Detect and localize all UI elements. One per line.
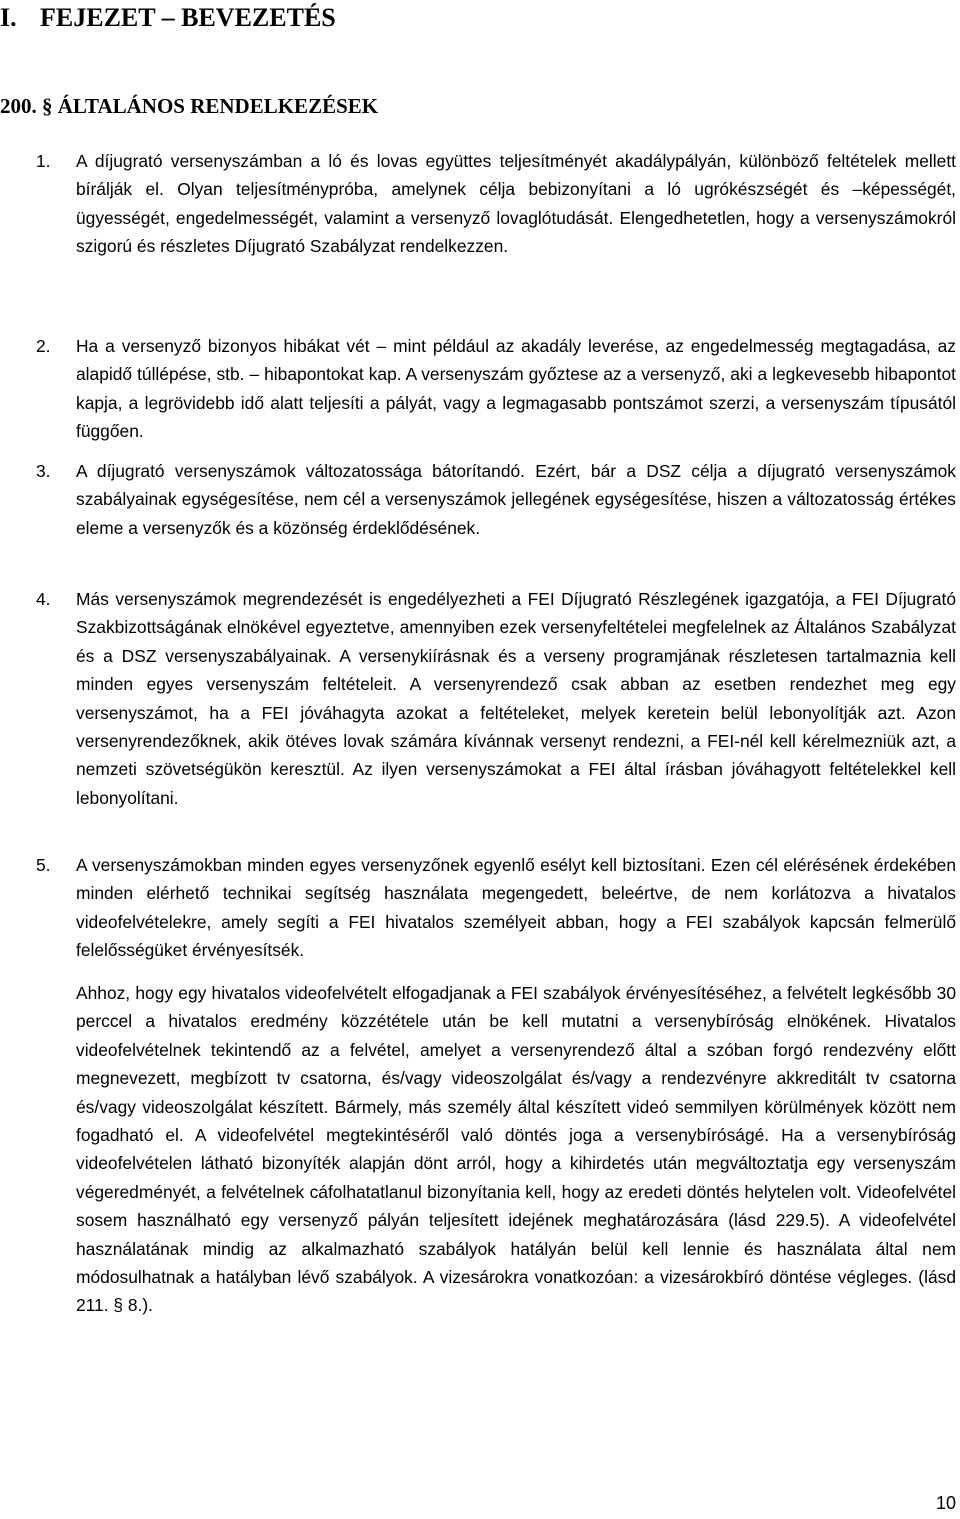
paragraph-4 [36,585,956,812]
paragraph-text: A díjugrató versenyszámok változatossága bátorítandó. Ezért, bár a DSZ célja a díjugrató versenyszámok szabályainak egységesítése, nem cél a versenyszámok jellegének egységesítése, hiszen a változatosság értékes eleme a versenyzők és a közönség érdeklődésének. [76,461,956,538]
chapter-title [0,2,336,34]
paragraph-3 [36,457,956,542]
section-title: 200. § ÁLTALÁNOS RENDELKEZÉSEK [0,94,379,118]
paragraph-number: 2. [36,336,51,356]
page-number: 10 [935,1493,956,1513]
chapter-number: I. [0,3,17,32]
paragraph-5-continuation: Ahhoz, hogy egy hivatalos videofelvételt elfogadjanak a FEI szabályok érvényesítéséhez, a felvételt legkésőbb 30 perccel a hivatalos eredmény közzététele után be kell mutatni a versenybíróság elnökének. Hivatalos videofelvételnek tekintendő az a felvétel, amelyet a versenyrendező által a szóban forgó rendezvény előtt megnevezett, megbízott tv csatorna, és/vagy videoszolgálat és/vagy a rendezvényre akkreditált tv csatorna és/vagy videoszolgálat készített. Bármely, más személy által készített videó semmilyen körülmények között nem fogadható el. A videofelvétel megtekintéséről való döntés joga a versenybíróságé. Ha a versenybíróság videofelvételen látható bizonyíték alapján dönt arról, hogy a kihirdetés után megváltoztatja egy versenyszám végeredményét, a felvételnek cáfolhatatlanul bizonyítania kell, hogy az eredeti döntés helytelen volt. Videofelvétel sosem használható egy versenyző pályán teljesített idejének meghatározására (lásd 229.5). A videofelvétel használatának mindig az alkalmazható szabályok hatályán belül kell lennie és használata által nem módosulhatnak a hatályban lévő szabályok. A vizesárokra vonatkozóan: a vizesárokbíró döntése végleges. (lásd 211. § 8.). [76,983,956,1316]
paragraph-5 [36,851,956,965]
paragraph-2 [36,332,956,446]
paragraph-text: Ha a versenyző bizonyos hibákat vét – mint például az akadály leverése, az engedelmesség megtagadása, az alapidő túllépése, stb. – hibapontokat kap. A versenyszám győztese az a versenyző, aki a legkevesebb hibapontot kapja, a legrövidebb idő alatt teljesíti a pályát, vagy a legmagasabb pontszámot szerzi, a versenyszám típusától függően. [76,336,956,442]
chapter-title-text: FEJEZET – BEVEZETÉS [40,3,336,32]
paragraph-number: 4. [36,589,51,609]
paragraph-text: A versenyszámokban minden egyes versenyzőnek egyenlő esélyt kell biztosítani. Ezen cél elérésének érdekében minden elérhető technikai segítség használata megengedett, beleértve, de nem korlátozva a hivatalos videofelvételekre, amely segíti a FEI hivatalos személyeit abban, hogy a FEI szabályok kapcsán felmerülő felelősségüket érvényesítsék. [76,855,956,961]
paragraph-text: Más versenyszámok megrendezését is engedélyezheti a FEI Díjugrató Részlegének igazgatója, a FEI Díjugrató Szakbizottságának elnökével egyeztetve, amennyiben ezek versenyfeltételei megfelelnek az Általános Szabályzat és a DSZ versenyszabályainak. A versenykiírásnak és a verseny programjának részletesen tartalmaznia kell minden egyes versenyszám feltételeit. A versenyrendező csak abban az esetben rendezhet meg egy versenyszámot, ha a FEI jóváhagyta azokat a feltételeket, melyek keretein belül lebonyolítják azt. Azon versenyrendezőknek, akik ötéves lovak számára kívánnak versenyt rendezni, a FEI-nél kell kérelmezniük azt, a nemzeti szövetségükön keresztül. Az ilyen versenyszámokat a FEI által írásban jóváhagyott feltételekkel kell lebonyolítani. [76,589,956,808]
paragraph-number: 3. [36,461,51,481]
paragraph-text: A díjugrató versenyszámban a ló és lovas együttes teljesítményét akadálypályán, különböző feltételek mellett bírálják el. Olyan teljesítménypróba, amelynek célja bebizonyítani a ló ugrókészségét és –képességét, ügyességét, engedelmességét, valamint a versenyző lovaglótudását. Elengedhetetlen, hogy a versenyszámokról szigorú és részletes Díjugrató Szabályzat rendelkezzen. [76,151,956,257]
paragraph-number: 5. [36,855,51,875]
paragraph-number: 1. [36,151,51,171]
paragraph-1 [36,147,956,261]
